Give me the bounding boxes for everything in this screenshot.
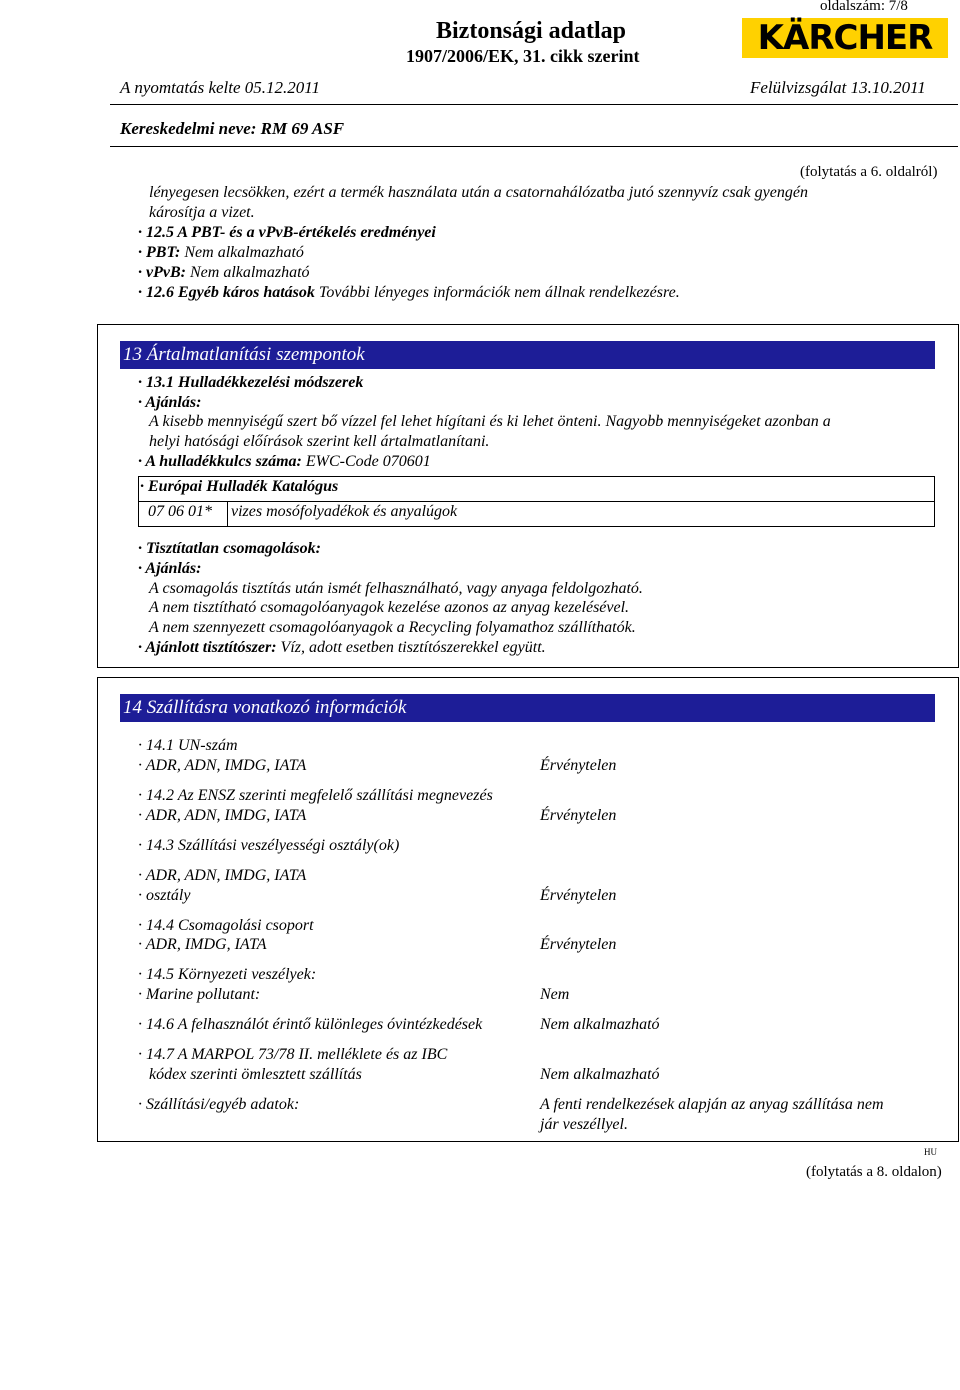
s14-7-value: Nem alkalmazható xyxy=(540,1066,660,1083)
waste-code-row xyxy=(138,453,431,471)
s14-3-sub-label: · ADR, ADN, IMDG, IATA xyxy=(138,867,307,884)
s14-1-label: · 14.1 UN-szám xyxy=(138,737,238,754)
s13-1-heading: · 13.1 Hulladékkezelési módszerek xyxy=(138,374,364,391)
s14-3-class-label: · osztály xyxy=(138,887,191,904)
s12-6-value: További lényeges információk nem állnak rendelkezésre. xyxy=(318,284,680,301)
karcher-logo xyxy=(742,18,948,62)
s14-6-label: · 14.6 A felhasználót érintő különleges óvintézkedések xyxy=(138,1016,483,1033)
s12-5-heading: · 12.5 A PBT- és a vPvB-értékelés eredményei xyxy=(138,224,436,241)
section13-title: 13 Ártalmatlanítási szempontok xyxy=(120,341,935,369)
recommendation-text xyxy=(149,413,831,431)
recommendation-text-cont: Nagyobb mennyiségeket azonban a xyxy=(605,413,831,430)
print-date: A nyomtatás kelte 05.12.2011 xyxy=(120,78,321,97)
s14-3-value: Érvénytelen xyxy=(540,887,617,904)
s14-3-label: · 14.3 Szállítási veszélyességi osztály(ok) xyxy=(138,837,400,854)
pbt-row xyxy=(138,244,304,262)
s14-6-value: Nem alkalmazható xyxy=(540,1016,660,1033)
recommendation-label: · Ajánlás: xyxy=(138,394,202,411)
cleaner-row xyxy=(138,639,546,657)
packaging-line2: A nem tisztítható csomagolóanyagok kezelése azonos az anyag kezelésével. xyxy=(149,599,630,616)
revision-date: Felülvizsgálat 13.10.2011 xyxy=(750,78,926,97)
packaging-line1: A csomagolás tisztítás után ismét felhasználható, vagy anyaga feldolgozható. xyxy=(149,580,643,597)
s14-2-value: Érvénytelen xyxy=(540,807,617,824)
catalog-divider xyxy=(139,501,934,502)
transport-other-label: · Szállítási/egyéb adatok: xyxy=(138,1096,300,1113)
s14-2-sub-label: · ADR, ADN, IMDG, IATA xyxy=(138,807,307,824)
catalog-title: · Európai Hulladék Katalógus xyxy=(140,478,339,495)
s14-2-label: · 14.2 Az ENSZ szerinti megfelelő szállítási megnevezés xyxy=(138,787,493,804)
s14-7-sub-label: kódex szerinti ömlesztett szállítás xyxy=(149,1066,362,1083)
section14-title: 14 Szállításra vonatkozó információk xyxy=(120,694,935,722)
catalog-column-divider xyxy=(227,501,228,527)
s14-7-label: · 14.7 A MARPOL 73/78 II. melléklete és az IBC xyxy=(138,1046,448,1063)
language-code: HU xyxy=(924,1147,937,1157)
document-title: Biztonsági adatlap xyxy=(436,18,627,44)
vpvb-value: Nem alkalmazható xyxy=(189,264,310,281)
continued-to: (folytatás a 8. oldalon) xyxy=(806,1164,942,1180)
s12-6-row xyxy=(138,284,680,302)
s14-5-label: · 14.5 Környezeti veszélyek: xyxy=(138,966,317,983)
vpvb-row xyxy=(138,264,310,282)
s12-text-line2: károsítja a vizet. xyxy=(149,204,255,221)
waste-code-label: · A hulladékkulcs száma: xyxy=(138,453,302,470)
catalog-description: vizes mosófolyadékok és anyalúgok xyxy=(231,503,458,520)
s14-5-sub-label: · Marine pollutant: xyxy=(138,986,261,1003)
s12-text-line1: lényegesen lecsökken, ezért a termék használata után a csatornahálózatba jutó szennyvíz csak gyengén xyxy=(149,184,808,201)
pbt-value: Nem alkalmazható xyxy=(184,244,304,261)
cleaner-value: Víz, adott esetben tisztítószerekkel együtt. xyxy=(280,639,546,656)
transport-other-value: A fenti rendelkezések alapján az anyag szállítása nem xyxy=(540,1096,884,1113)
document-subtitle: 1907/2006/EK, 31. cikk szerint xyxy=(406,46,640,66)
recommendation-text-italic: A kisebb mennyiségű szert bő vízzel fel lehet hígítani és ki lehet önteni. xyxy=(149,413,602,430)
s14-5-value: Nem xyxy=(540,986,570,1003)
recommendation2-label: · Ajánlás: xyxy=(138,560,202,577)
s14-4-label: · 14.4 Csomagolási csoport xyxy=(138,917,314,934)
vpvb-label: · vPvB: xyxy=(138,264,186,281)
packaging-label: · Tisztítatlan csomagolások: xyxy=(138,540,321,557)
trade-name-divider xyxy=(110,146,958,147)
recommendation-text-line2: helyi hatósági előírások szerint kell ártalmatlanítani. xyxy=(149,433,490,450)
transport-other-value-line2: jár veszéllyel. xyxy=(540,1116,628,1133)
packaging-line3: A nem szennyezett csomagolóanyagok a Recycling folyamathoz szállíthatók. xyxy=(149,619,636,636)
logo-text: KÄRCHER xyxy=(757,18,933,58)
s14-4-sub-label: · ADR, IMDG, IATA xyxy=(138,936,267,953)
s14-4-value: Érvénytelen xyxy=(540,936,617,953)
s14-1-value: Érvénytelen xyxy=(540,757,617,774)
header-divider xyxy=(110,104,958,105)
trade-name: Kereskedelmi neve: RM 69 ASF xyxy=(120,119,345,138)
s12-6-label: · 12.6 Egyéb káros hatások xyxy=(138,284,315,301)
continued-from: (folytatás a 6. oldalról) xyxy=(800,164,938,180)
pbt-label: · PBT: xyxy=(138,244,181,261)
catalog-code: 07 06 01* xyxy=(148,503,212,520)
s14-1-sub-label: · ADR, ADN, IMDG, IATA xyxy=(138,757,307,774)
cleaner-label: · Ajánlott tisztítószer: xyxy=(138,639,277,656)
page-number: oldalszám: 7/8 xyxy=(820,0,908,14)
waste-code-value: EWC-Code 070601 xyxy=(305,453,431,470)
